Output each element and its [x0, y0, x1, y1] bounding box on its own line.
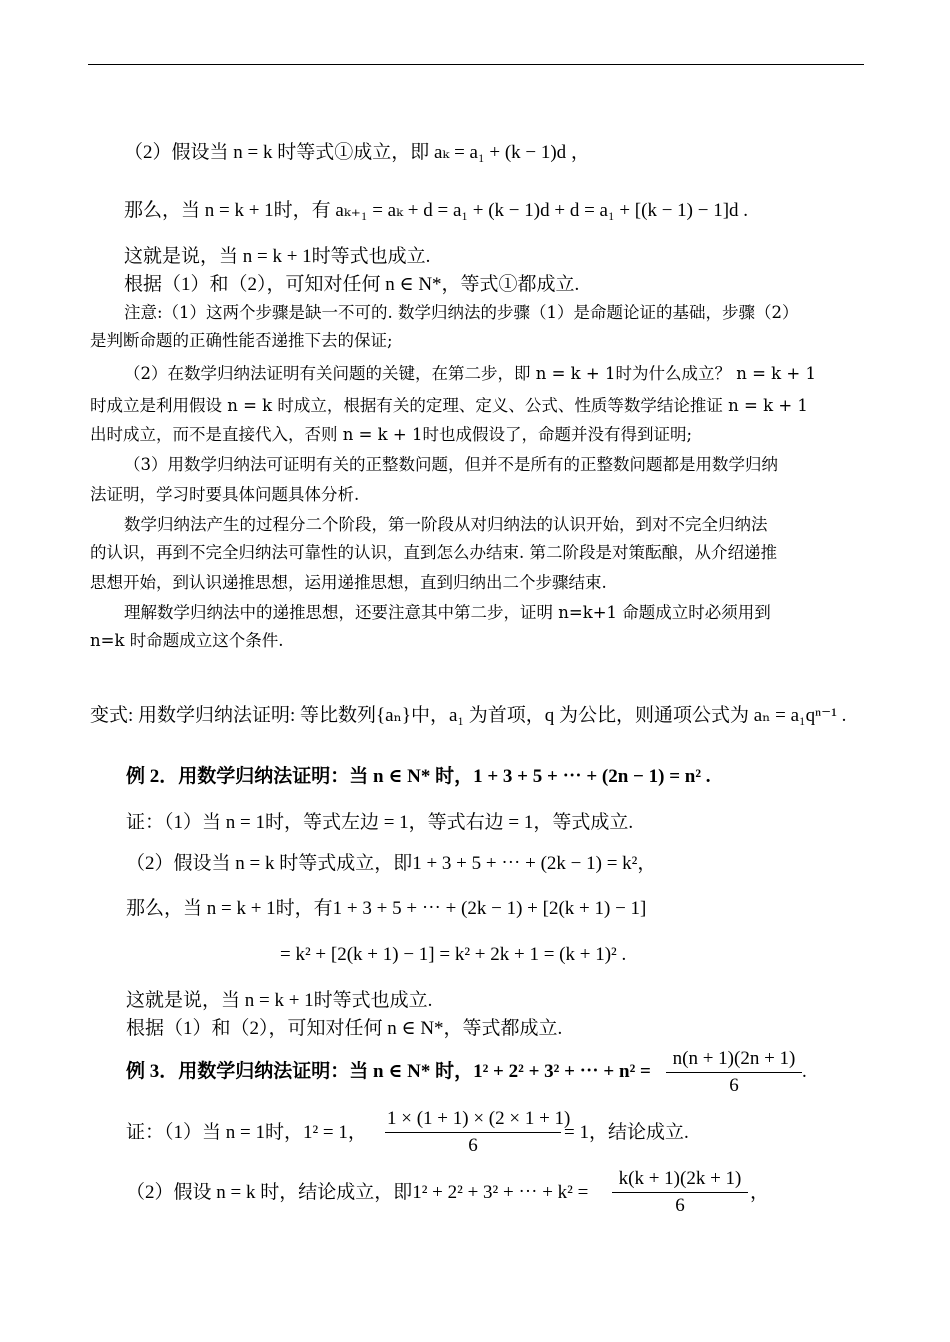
text-line: 出时成立，而不是直接代入，否则 n = k + 1时也成假设了，命题并没有得到证明;: [90, 425, 693, 444]
fraction-numerator: 1 × (1 + 1) × (2 × 1 + 1): [385, 1106, 561, 1133]
example-heading: 例 3．用数学归纳法证明：当 n ∈ N* 时，1² + 2² + 3² + ⋯ + n² =: [126, 1061, 651, 1082]
text-line: = 1，结论成立.: [564, 1122, 689, 1143]
text-line: 证：（1）当 n = 1时，等式左边 = 1，等式右边 = 1，等式成立.: [126, 812, 634, 833]
text-line: 那么，当 n = k + 1时，有 aₖ₊₁ = aₖ + d = a₁ + (k − 1)d + d = a₁ + [(k − 1) − 1]d .: [124, 200, 749, 221]
example-heading: 例 2．用数学归纳法证明：当 n ∈ N* 时，1 + 3 + 5 + ⋯ + (2n − 1) = n² .: [126, 766, 711, 787]
text-line: n=k 时命题成立这个条件.: [90, 631, 284, 650]
fraction: [612, 1166, 748, 1219]
fraction-denominator: 6: [468, 1135, 478, 1156]
text-line: （2）假设当 n = k 时等式①成立，即 aₖ = a₁ + (k − 1)d ，: [124, 142, 590, 163]
text-line: 是判断命题的正确性能否递推下去的保证;: [90, 331, 393, 350]
text-line: 思想开始，到认识递推思想，运用递推思想，直到归纳出二个步骤结束.: [90, 573, 607, 592]
fraction-denominator: 6: [729, 1075, 739, 1096]
text-line: ，: [750, 1182, 770, 1203]
text-line: 变式: 用数学归纳法证明: 等比数列{aₙ}中，a₁ 为首项，q 为公比，则通项公式为 aₙ = a₁qⁿ⁻¹ .: [90, 705, 847, 726]
text-line: 理解数学归纳法中的递推思想，还要注意其中第二步，证明 n=k+1 命题成立时必须用到: [124, 603, 771, 622]
fraction-numerator: k(k + 1)(2k + 1): [612, 1166, 748, 1193]
text-line: 根据（1）和（2），可知对任何 n ∈ N*，等式都成立.: [126, 1018, 563, 1039]
text-line: （2）在数学归纳法证明有关问题的关键，在第二步，即 n = k + 1时为什么成立？ n = k + 1: [124, 364, 816, 383]
text-line: = k² + [2(k + 1) − 1] = k² + 2k + 1 = (k + 1)² .: [280, 944, 627, 965]
fraction-denominator: 6: [675, 1195, 685, 1216]
header-rule: [88, 64, 864, 65]
text-line: （3）用数学归纳法可证明有关的正整数问题，但并不是所有的正整数问题都是用数学归纳: [124, 455, 778, 474]
fraction: [666, 1046, 802, 1099]
text-line: （2）假设 n = k 时，结论成立，即1² + 2² + 3² + ⋯ + k² =: [126, 1182, 589, 1203]
text-line: 那么，当 n = k + 1时，有1 + 3 + 5 + ⋯ + (2k − 1) + [2(k + 1) − 1]: [126, 898, 647, 919]
text-line: 时成立是利用假设 n = k 时成立，根据有关的定理、定义、公式、性质等数学结论推证 n = k + 1: [90, 396, 808, 415]
text-line: 数学归纳法产生的过程分二个阶段，第一阶段从对归纳法的认识开始，到对不完全归纳法: [124, 515, 768, 534]
text-line: 证：（1）当 n = 1时，1² = 1，: [126, 1122, 367, 1143]
text-line: 根据（1）和（2），可知对任何 n ∈ N*，等式①都成立.: [124, 274, 580, 295]
fraction: [385, 1106, 571, 1159]
text-line: 这就是说，当 n = k + 1时等式也成立.: [124, 246, 431, 267]
text-line: 注意:（1）这两个步骤是缺一不可的. 数学归纳法的步骤（1）是命题论证的基础，步骤（2）: [124, 303, 799, 322]
text-line: 的认识，再到不完全归纳法可靠性的认识，直到怎么办结束. 第二阶段是对策酝酿，从介绍递推: [90, 543, 777, 562]
text-line: （2）假设当 n = k 时等式成立，即1 + 3 + 5 + ⋯ + (2k − 1) = k²，: [126, 853, 657, 874]
fraction-numerator: n(n + 1)(2n + 1): [666, 1046, 802, 1073]
text-line: .: [802, 1061, 807, 1082]
text-line: 这就是说，当 n = k + 1时等式也成立.: [126, 990, 433, 1011]
text-line: 法证明，学习时要具体问题具体分析.: [90, 485, 360, 504]
